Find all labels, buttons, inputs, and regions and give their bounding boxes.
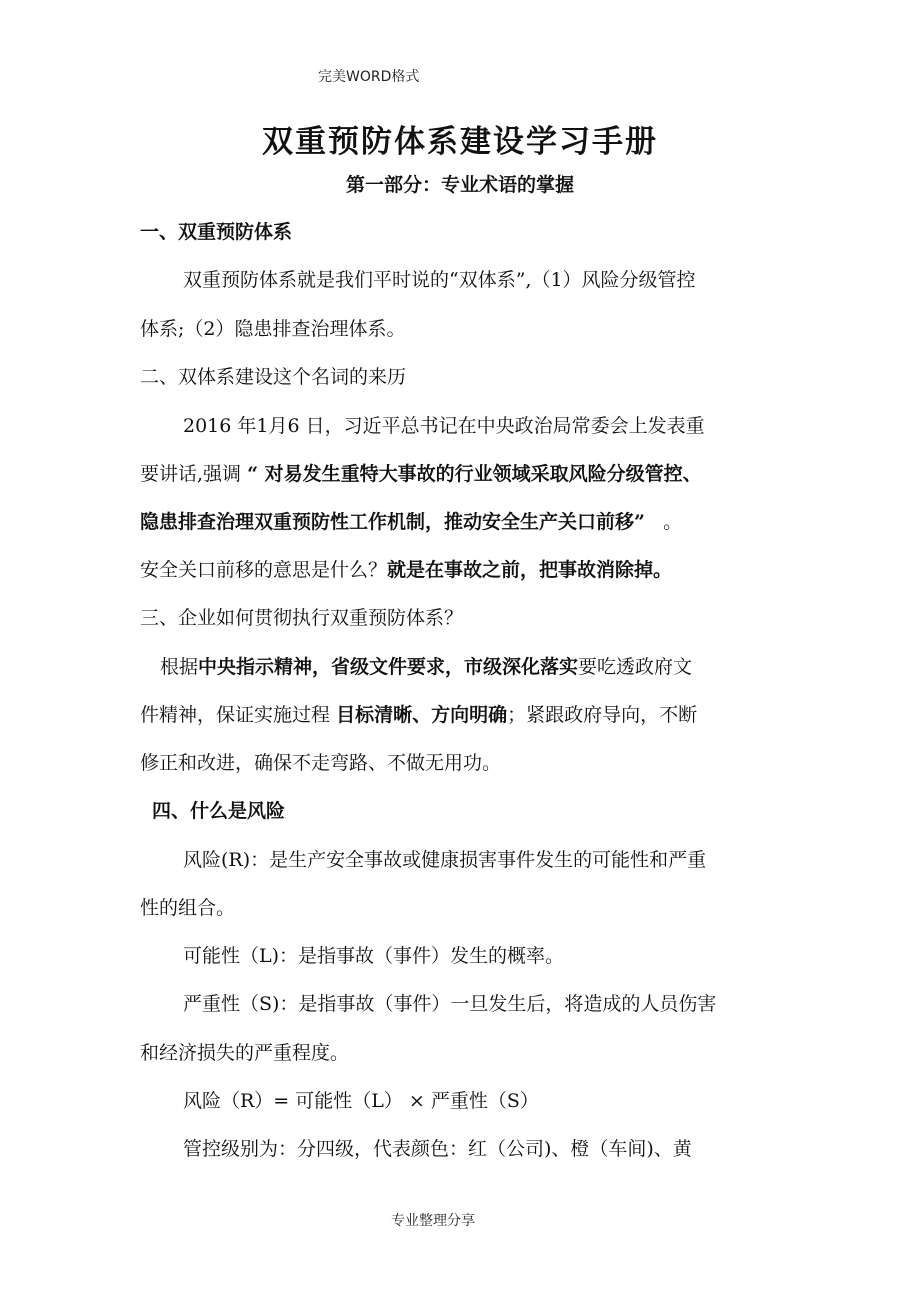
section-2-question: 安全关口前移的意思是什么？ — [140, 559, 388, 581]
section-2-heading: 二、双体系建设这个名词的来历 — [140, 366, 407, 388]
document-title: 双重预防体系建设学习手册 — [262, 124, 658, 160]
severity-definition-line-1: 严重性（S)：是指事故（事件）一旦发生后，将造成的人员伤害 — [183, 993, 717, 1015]
control-levels: 管控级别为：分四级，代表颜色：红（公司)、橙（车间)、黄 — [183, 1138, 692, 1160]
section-1-paragraph-line-1: 双重预防体系就是我们平时说的“双体系”,（1）风险分级管控 — [183, 269, 696, 291]
section-3-text: 要吃透政府文 — [578, 656, 693, 678]
section-2-quote-bold-continued: 隐患排查治理双重预防性工作机制，推动安全生产关口前移” — [140, 511, 645, 533]
section-2-text-normal: 要讲话,强调 — [140, 463, 242, 485]
page-footer: 专业整理分享 — [391, 1213, 475, 1229]
section-2-paragraph-line-3 — [140, 509, 682, 535]
section-3-bold-text: 中央指示精神，省级文件要求，市级深化落实 — [198, 656, 579, 678]
page-header: 完美WORD格式 — [318, 69, 420, 85]
section-2-quote-end: 。 — [663, 511, 683, 533]
section-2-paragraph-line-2 — [140, 461, 702, 487]
document-subtitle: 第一部分：专业术语的掌握 — [345, 174, 574, 196]
risk-definition-line-2: 性的组合。 — [140, 897, 236, 919]
section-3-text: 件精神，保证实施过程 — [140, 704, 331, 726]
section-2-answer-bold: 就是在事故之前，把事故消除掉。 — [387, 559, 673, 581]
section-1-paragraph-line-2: 体系;（2）隐患排查治理体系。 — [140, 318, 406, 340]
section-3-line-1 — [160, 654, 692, 680]
risk-definition-line-1: 风险(R)：是生产安全事故或健康损害事件发生的可能性和严重 — [183, 849, 707, 871]
severity-definition-line-2: 和经济损失的严重程度。 — [140, 1042, 350, 1064]
section-2-paragraph-2 — [140, 557, 672, 583]
section-4-heading: 四、什么是风险 — [152, 800, 286, 822]
section-2-quote-bold: “ 对易发生重特大事故的行业领域采取风险分级管控、 — [247, 463, 702, 485]
section-2-paragraph-line-1: 2016 年1月6 日，习近平总书记在中央政治局常委会上发表重 — [183, 415, 705, 437]
section-3-line-2 — [140, 702, 697, 728]
likelihood-definition: 可能性（L)：是指事故（事件）发生的概率。 — [183, 945, 565, 967]
section-3-text: ；紧跟政府导向，不断 — [507, 704, 698, 726]
section-3-text: 根据 — [160, 656, 199, 678]
risk-formula: 风险（R）= 可能性（L） × 严重性（S） — [183, 1090, 539, 1112]
section-1-heading: 一、双重预防体系 — [140, 221, 293, 243]
section-3-bold-text: 目标清晰、方向明确 — [336, 704, 508, 726]
section-3-heading: 三、企业如何贯彻执行双重预防体系？ — [140, 607, 464, 629]
section-3-line-3: 修正和改进，确保不走弯路、不做无用功。 — [140, 752, 502, 774]
